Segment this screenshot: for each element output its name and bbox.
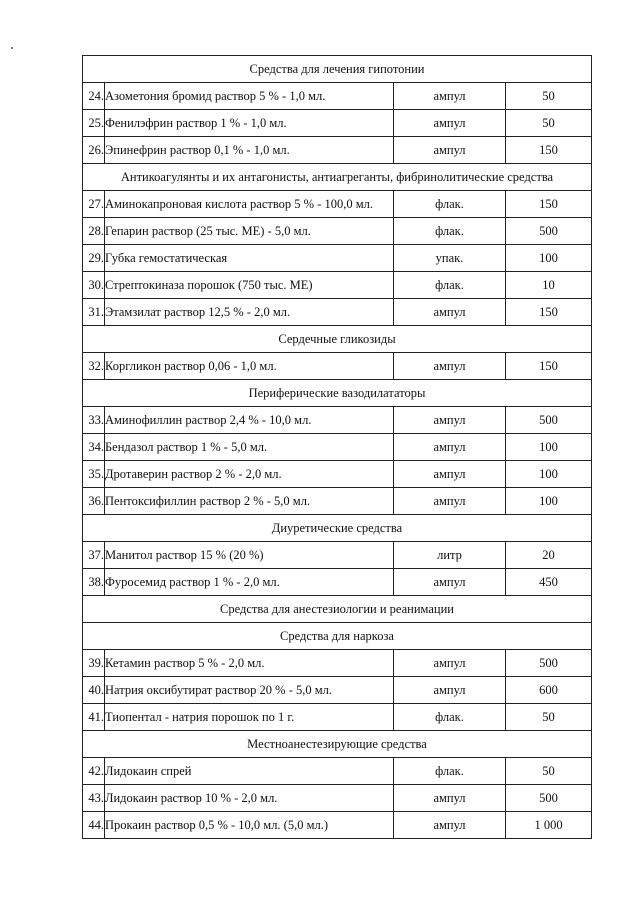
quantity: 100: [506, 245, 592, 272]
unit-of-measure: флак.: [394, 704, 506, 731]
row-number: 27.: [83, 191, 105, 218]
quantity: 100: [506, 488, 592, 515]
drug-name: Фуросемид раствор 1 % - 2,0 мл.: [105, 569, 394, 596]
unit-of-measure: флак.: [394, 758, 506, 785]
row-number: 33.: [83, 407, 105, 434]
drug-name: Лидокаин спрей: [105, 758, 394, 785]
unit-of-measure: ампул: [394, 353, 506, 380]
table-row: [83, 110, 592, 137]
table-row: [83, 191, 592, 218]
drug-name: Тиопентал - натрия порошок по 1 г.: [105, 704, 394, 731]
row-number: 42.: [83, 758, 105, 785]
row-number: 25.: [83, 110, 105, 137]
drug-name: Аминокапроновая кислота раствор 5 % - 100,0 мл.: [105, 191, 394, 218]
unit-of-measure: ампул: [394, 650, 506, 677]
drug-name: Аминофиллин раствор 2,4 % - 10,0 мл.: [105, 407, 394, 434]
quantity: 500: [506, 650, 592, 677]
drug-name: Бендазол раствор 1 % - 5,0 мл.: [105, 434, 394, 461]
row-number: 28.: [83, 218, 105, 245]
drug-name: Натрия оксибутират раствор 20 % - 5,0 мл.: [105, 677, 394, 704]
drug-name: Азометония бромид раствор 5 % - 1,0 мл.: [105, 83, 394, 110]
row-number: 40.: [83, 677, 105, 704]
unit-of-measure: флак.: [394, 272, 506, 299]
table-row: [83, 677, 592, 704]
quantity: 10: [506, 272, 592, 299]
row-number: 39.: [83, 650, 105, 677]
row-number: 30.: [83, 272, 105, 299]
section-title: Антикоагулянты и их антагонисты, антиагреганты, фибринолитические средства: [83, 164, 592, 191]
drug-name: Губка гемостатическая: [105, 245, 394, 272]
quantity: 50: [506, 83, 592, 110]
unit-of-measure: флак.: [394, 218, 506, 245]
table-row: [83, 407, 592, 434]
row-number: 31.: [83, 299, 105, 326]
quantity: 150: [506, 191, 592, 218]
section-title: Местноанестезирующие средства: [83, 731, 592, 758]
row-number: 41.: [83, 704, 105, 731]
row-number: 29.: [83, 245, 105, 272]
unit-of-measure: ампул: [394, 299, 506, 326]
row-number: 35.: [83, 461, 105, 488]
quantity: 500: [506, 407, 592, 434]
drug-name: Гепарин раствор (25 тыс. МЕ) - 5,0 мл.: [105, 218, 394, 245]
unit-of-measure: ампул: [394, 407, 506, 434]
drug-name: Эпинефрин раствор 0,1 % - 1,0 мл.: [105, 137, 394, 164]
table-row: [83, 272, 592, 299]
section-header-row: [83, 515, 592, 542]
drug-name: Дротаверин раствор 2 % - 2,0 мл.: [105, 461, 394, 488]
quantity: 150: [506, 137, 592, 164]
drug-table-body: [83, 56, 592, 839]
quantity: 500: [506, 785, 592, 812]
table-row: [83, 299, 592, 326]
table-row: [83, 650, 592, 677]
row-number: 38.: [83, 569, 105, 596]
quantity: 600: [506, 677, 592, 704]
unit-of-measure: ампул: [394, 434, 506, 461]
quantity: 100: [506, 434, 592, 461]
table-row: [83, 569, 592, 596]
row-number: 36.: [83, 488, 105, 515]
drug-name: Манитол раствор 15 % (20 %): [105, 542, 394, 569]
unit-of-measure: ампул: [394, 569, 506, 596]
table-row: [83, 137, 592, 164]
section-title: Средства для анестезиологии и реанимации: [83, 596, 592, 623]
quantity: 100: [506, 461, 592, 488]
drug-name: Этамзилат раствор 12,5 % - 2,0 мл.: [105, 299, 394, 326]
row-number: 37.: [83, 542, 105, 569]
section-header-row: [83, 326, 592, 353]
table-row: [83, 461, 592, 488]
table-row: [83, 218, 592, 245]
table-row: [83, 758, 592, 785]
row-number: 32.: [83, 353, 105, 380]
quantity: 1 000: [506, 812, 592, 839]
unit-of-measure: ампул: [394, 461, 506, 488]
unit-of-measure: ампул: [394, 137, 506, 164]
scan-speck: [11, 47, 13, 49]
table-row: [83, 542, 592, 569]
section-header-row: [83, 731, 592, 758]
unit-of-measure: упак.: [394, 245, 506, 272]
unit-of-measure: ампул: [394, 677, 506, 704]
table-row: [83, 434, 592, 461]
row-number: 26.: [83, 137, 105, 164]
drug-name: Кетамин раствор 5 % - 2,0 мл.: [105, 650, 394, 677]
section-title: Средства для наркоза: [83, 623, 592, 650]
quantity: 150: [506, 299, 592, 326]
quantity: 450: [506, 569, 592, 596]
table-row: [83, 704, 592, 731]
table-row: [83, 245, 592, 272]
drug-table: [82, 55, 592, 839]
row-number: 43.: [83, 785, 105, 812]
unit-of-measure: ампул: [394, 785, 506, 812]
quantity: 20: [506, 542, 592, 569]
drug-name: Пентоксифиллин раствор 2 % - 5,0 мл.: [105, 488, 394, 515]
table-row: [83, 785, 592, 812]
section-title: Диуретические средства: [83, 515, 592, 542]
section-header-row: [83, 380, 592, 407]
drug-name: Стрептокиназа порошок (750 тыс. МЕ): [105, 272, 394, 299]
section-header-row: [83, 596, 592, 623]
table-row: [83, 488, 592, 515]
drug-name: Коргликон раствор 0,06 - 1,0 мл.: [105, 353, 394, 380]
row-number: 44.: [83, 812, 105, 839]
row-number: 24.: [83, 83, 105, 110]
table-row: [83, 353, 592, 380]
quantity: 50: [506, 758, 592, 785]
section-title: Сердечные гликозиды: [83, 326, 592, 353]
row-number: 34.: [83, 434, 105, 461]
quantity: 50: [506, 704, 592, 731]
section-title: Средства для лечения гипотонии: [83, 56, 592, 83]
table-row: [83, 83, 592, 110]
section-header-row: [83, 164, 592, 191]
table-row: [83, 812, 592, 839]
section-header-row: [83, 623, 592, 650]
unit-of-measure: ампул: [394, 812, 506, 839]
drug-name: Фенилэфрин раствор 1 % - 1,0 мл.: [105, 110, 394, 137]
unit-of-measure: ампул: [394, 110, 506, 137]
quantity: 150: [506, 353, 592, 380]
drug-name: Прокаин раствор 0,5 % - 10,0 мл. (5,0 мл.): [105, 812, 394, 839]
drug-name: Лидокаин раствор 10 % - 2,0 мл.: [105, 785, 394, 812]
unit-of-measure: флак.: [394, 191, 506, 218]
unit-of-measure: ампул: [394, 488, 506, 515]
section-header-row: [83, 56, 592, 83]
quantity: 500: [506, 218, 592, 245]
quantity: 50: [506, 110, 592, 137]
section-title: Периферические вазодилататоры: [83, 380, 592, 407]
unit-of-measure: литр: [394, 542, 506, 569]
unit-of-measure: ампул: [394, 83, 506, 110]
